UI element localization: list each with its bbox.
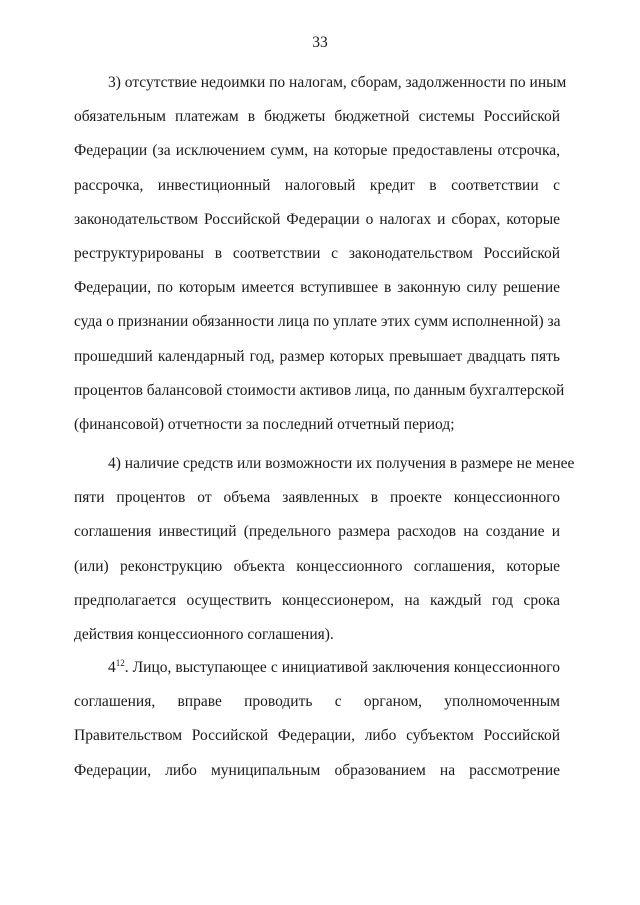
text-line: предполагается осуществить концессионером, на каждый год срока [74,591,560,609]
text-line: соглашения инвестиций (предельного размера расходов на создание и [74,523,560,541]
paragraph-3 [74,66,567,442]
text-line: Правительством Российской Федерации, либо субъектом Российской [74,727,560,745]
text-line: действия концессионного соглашения). [74,626,334,644]
text-line: рассрочка, инвестиционный налоговый кредит в соответствии с [74,176,560,194]
text-line: (финансовой) отчетности за последний отчетный период; [74,416,455,434]
text-line: (или) реконструкцию объекта концессионного соглашения, которые [74,557,560,575]
text-line: Федерации (за исключением сумм, на которые предоставлены отсрочка, [74,142,560,160]
text-line: обязательным платежам в бюджеты бюджетной системы Российской [74,108,560,126]
paragraph-number: 4 [108,659,116,676]
paragraph-4 [74,447,575,652]
text-line: $4^{12}$. Лицо, выступающее с инициативой заключения концессионного [108,658,560,676]
text-line: 3) отсутствие недоимки по налогам, сборам, задолженности по иным [108,74,567,91]
text-line: пяти процентов от объема заявленных в проекте концессионного [74,489,560,507]
text-line: Федерации, по которым имеется вступившее в законную силу решение [74,279,560,297]
text-line: соглашения, вправе проводить с органом, уполномоченным [74,693,560,711]
page-number: 33 [312,34,328,51]
text-line: процентов балансовой стоимости активов лица, по данным бухгалтерской [74,381,565,399]
text-line: 4) наличие средств или возможности их получения в размере не менее [108,455,575,472]
text-line: реструктурированы в соответствии с законодательством Российской [74,245,560,263]
paragraph-4-12 [74,651,560,788]
text-line: прошедший календарный год, размер которых превышает двадцать пять [74,347,560,365]
text-line: суда о признании обязанности лица по уплате этих сумм исполненной) за [74,313,561,331]
superscript-number: 12 [115,658,125,668]
text-line: Федерации, либо муниципальным образованием на рассмотрение [74,761,560,779]
text-line: законодательством Российской Федерации о налогах и сборах, которые [74,210,560,228]
